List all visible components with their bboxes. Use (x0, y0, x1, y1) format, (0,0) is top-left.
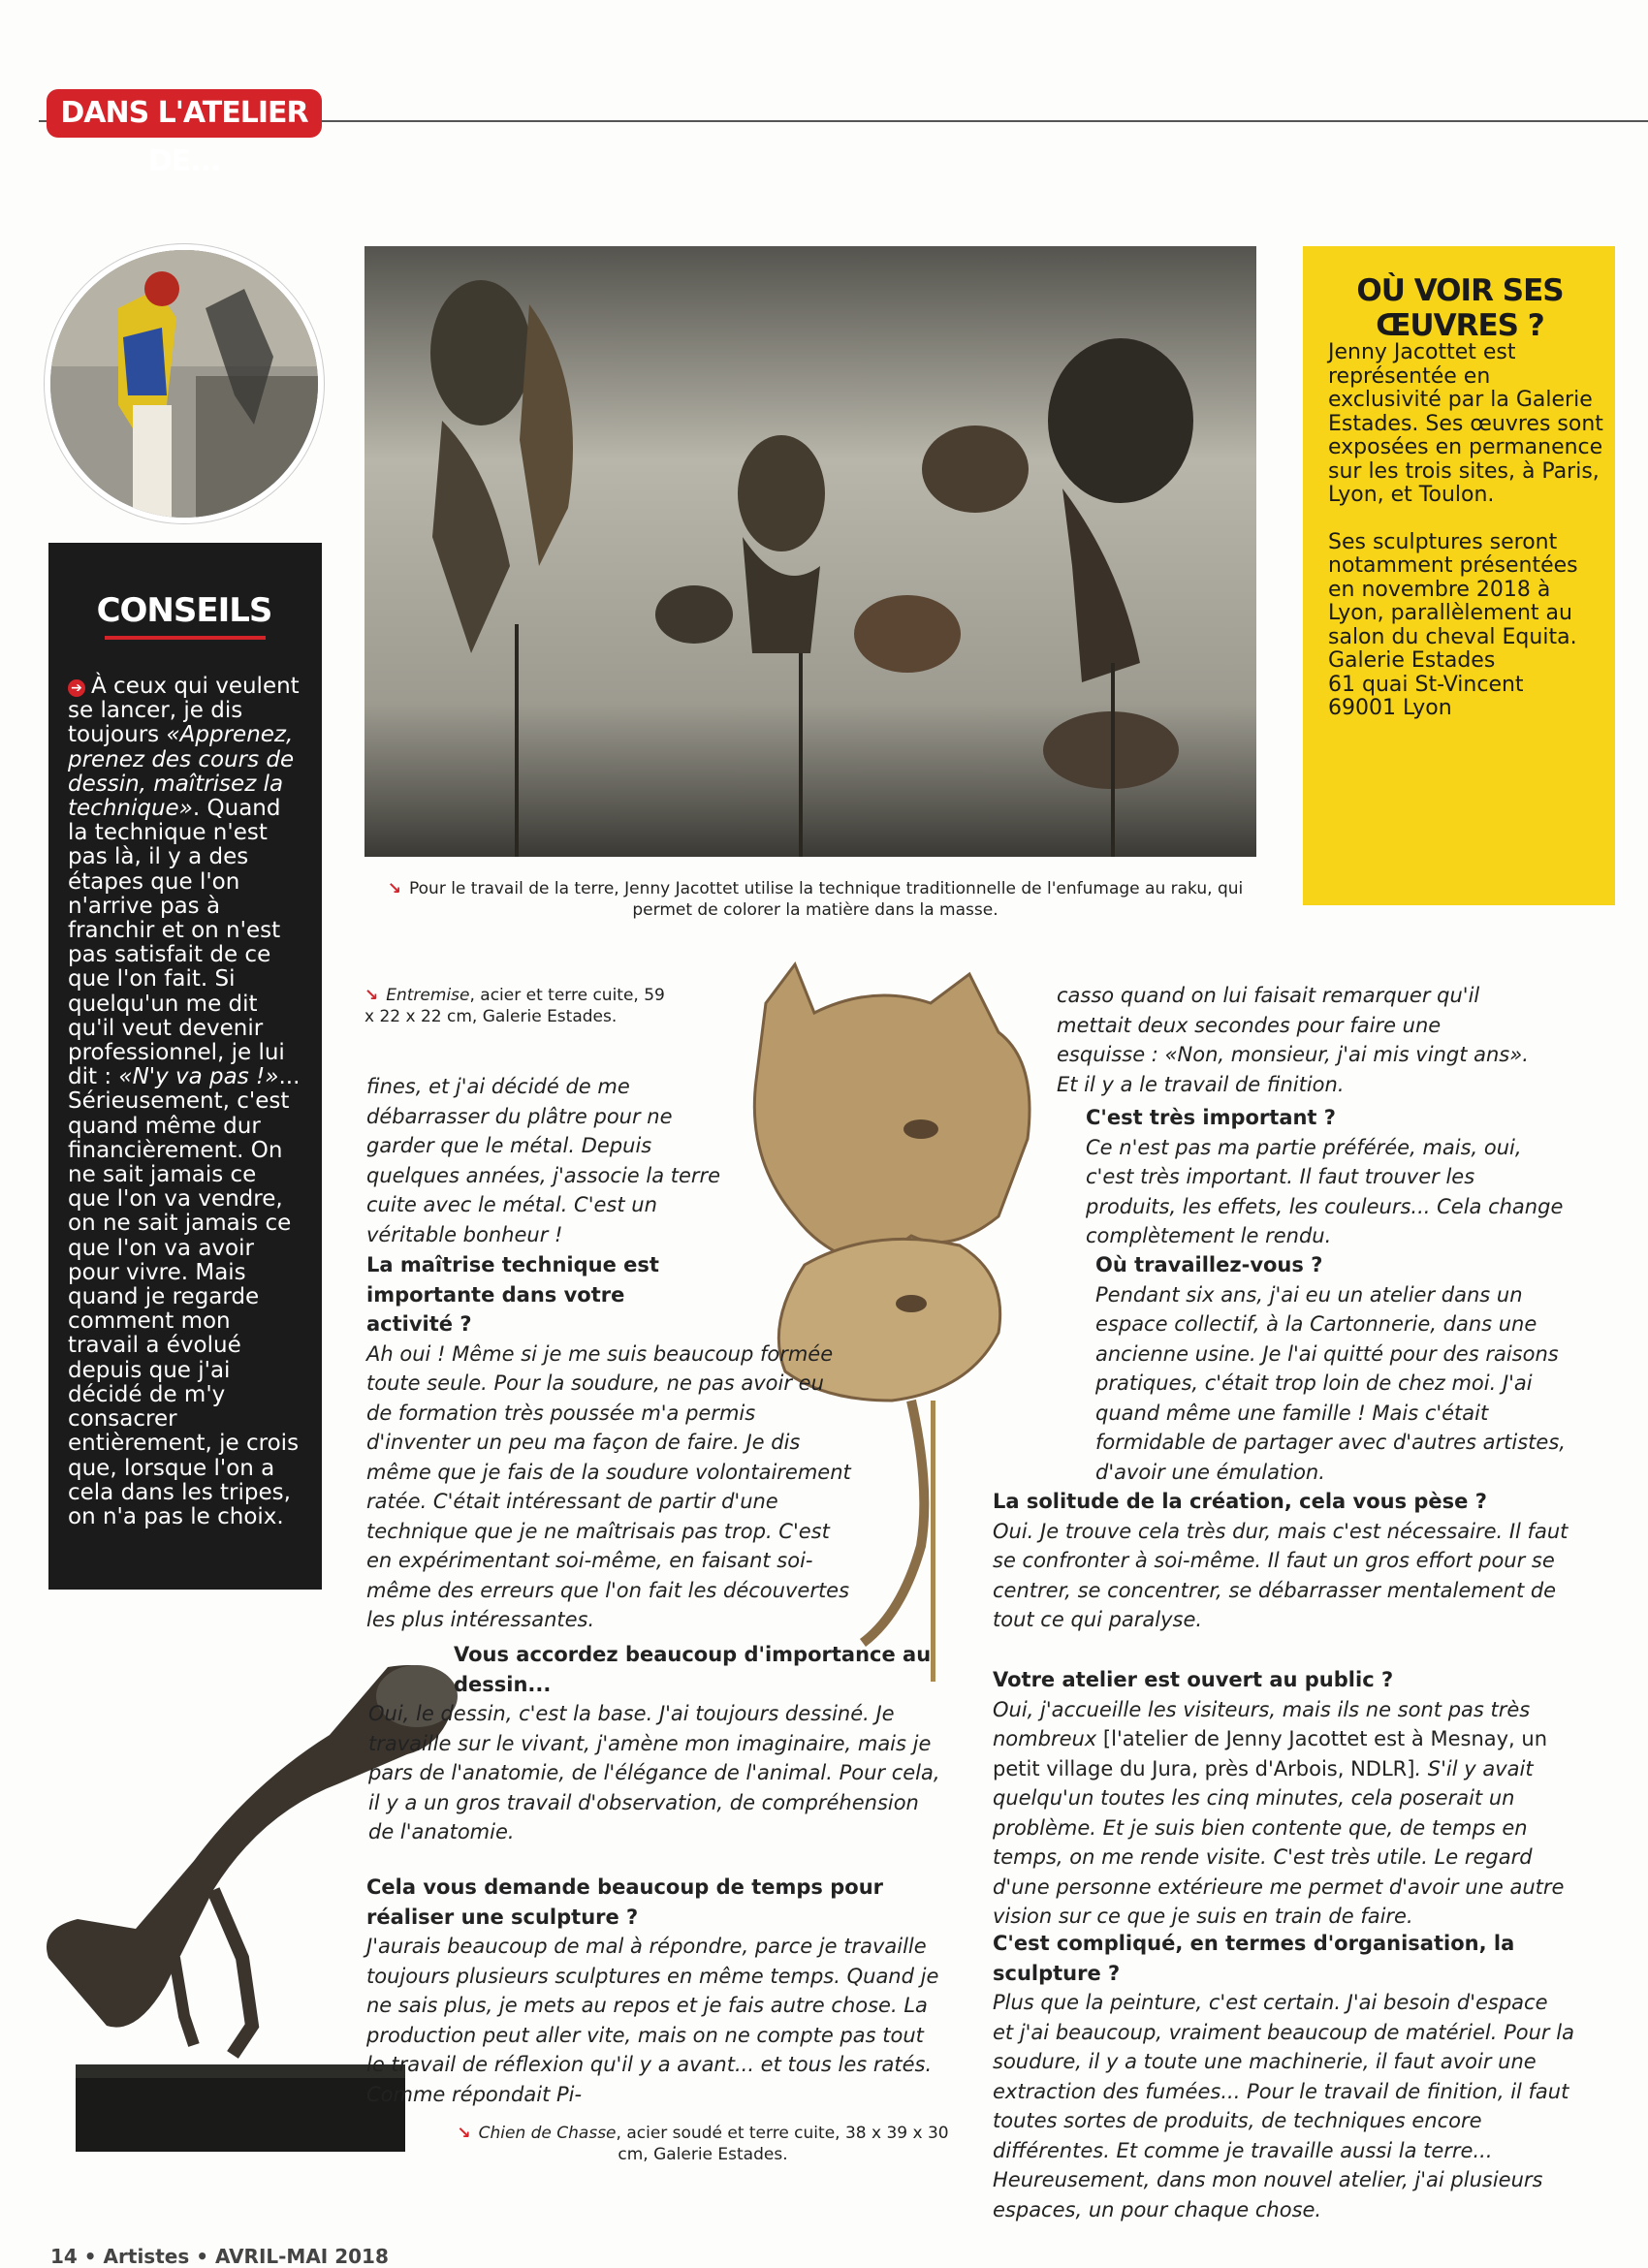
artist-welding-photo (45, 244, 324, 523)
answer-text: Ce n'est pas ma partie préférée, mais, oui, c'est très important. Il faut trouver les produits, les effets, les couleurs... Cela change complètement le rendu. (1086, 1135, 1564, 1247)
sidebar-body: ➔ À ceux qui veulent se lancer, je dis toujours «Apprenez, prenez des cours de dessin, maîtrisez la technique». Quand la technique n'est pas là, il y a des étapes que l'on n'arrive pas à franchir et on n'est pas satisfait de ce que l'on fait. Si quelqu'un me dit qu'il veut devenir professionnel, je lui dit : «N'y va pas !»... Sérieusement, c'est quand même dur financièrement. On ne sait jamais ce que l'on va vendre, on ne sait jamais ce que l'on va avoir pour vivre. Mais quand je regarde comment mon travail a évolué depuis que j'ai décidé de m'y consacrer entièrement, je crois que, lorsque l'on a cela dans les tripes, on n'a pas le choix. (68, 674, 301, 1529)
page-footer: 14 • Artistes • AVRIL-MAI 2018 (50, 2245, 389, 2268)
right-column-intro: casso quand on lui faisait remarquer qu'il mettait deux secondes pour faire une esquisse : «Non, monsieur, j'ai mis vingt ans». Et il y a le travail de finition. (1057, 984, 1529, 1096)
where-to-see-body: Jenny Jacottet est représentée en exclusivité par la Galerie Estades. Ses œuvres sont exposées en permanence sur les trois sites, à Paris, Lyon, et Toulon. Ses sculptures seront notamment présentées en novembre 2018 à Lyon, parallèlement au salon du cheval Equita. Galerie Estades 61 quai St-Vincent 69001 Lyon (1328, 340, 1603, 720)
caption-arrow-icon: ↘ (457, 2124, 471, 2143)
answer-text: J'aurais beaucoup de mal à répondre, parce je travaille toujours plusieurs sculptures en même temps. Quand je ne sais plus, je mets au repos et je fais autre chose. La production peut aller vite, mais on ne compte pas tout le travail de réflexion qu'il y a avant... et tous les ratés. Comme répondait Pi- (366, 1935, 939, 2106)
right-qa-4 (993, 1665, 1574, 1932)
dog-caption: ↘ Chien de Chasse, acier soudé et terre cuite, 38 x 39 x 30 cm, Galerie Estades. (457, 2124, 949, 2164)
caption-arrow-icon: ↘ (364, 986, 379, 1005)
answer-text: Oui, j'accueille les visiteurs, mais ils ne sont pas très nombreux [l'atelier de Jenny Jacottet est à Mesnay, un petit village du Jura, près d'Arbois, NDLR]. S'il y avait quelqu'un toutes les cinq minutes, cela poserait un problème. Et je suis bien contente que, de temps en temps, on me rende visite. C'est très utile. Le regard d'une personne extérieure me permet d'avoir une autre vision sur ce que je suis en train de faire. (993, 1697, 1565, 1928)
right-qa-2 (1095, 1250, 1570, 1487)
answer-text: Ah oui ! Même si je me suis beaucoup formée toute seule. Pour la soudure, ne pas avoir eu de formation très poussée m'a permis d'inventer un peu ma façon de faire. Je dis même que je fais de la soudure volontairement ratée. C'était intéressant de partir d'une technique que je ne maîtrisais pas trop. C'est en expérimentant soi-même, en faisant soi-même des erreurs que l'on fait les découvertes les plus intéressantes. (366, 1341, 851, 1631)
horses-caption: ↘ Entremise, acier et terre cuite, 59 x 22 x 22 cm, Galerie Estades. (364, 986, 665, 1026)
right-qa-5 (993, 1929, 1574, 2224)
answer-text: Oui. Je trouve cela très dur, mais c'est nécessaire. Il faut se confronter à soi-même. Il faut un gros effort pour se centrer, se concentrer, se débarrasser mentalement de tout ce qui paralyse. (993, 1519, 1569, 1631)
answer-text: Pendant six ans, j'ai eu un atelier dans un espace collectif, à la Cartonnerie, dans une ancienne usine. Je l'ai quitté pour des raisons pratiques, c'était trop loin de chez moi. J'ai quand même une famille ! Mais c'était formidable de partager avec d'autres artistes, d'avoir une émulation. (1095, 1282, 1566, 1484)
question-heading: La maîtrise technique est importante dans votre activité ? (366, 1253, 659, 1336)
question-heading: Vous accordez beaucoup d'importance au dessin... (454, 1643, 932, 1696)
section-rubric: DANS L'ATELIER DE... (47, 89, 322, 138)
left-qa-3 (366, 1873, 948, 2109)
question-heading: C'est très important ? (1086, 1106, 1336, 1129)
left-qa-2 (368, 1640, 950, 1847)
question-heading: C'est compliqué, en termes d'organisation, la sculpture ? (993, 1932, 1515, 1985)
left-column-intro: fines, et j'ai décidé de me débarrasser du plâtre pour ne garder que le métal. Depuis quelques années, j'associe la terre cuite avec le métal. C'est un véritable bonheur ! (366, 1075, 721, 1246)
question-heading: Votre atelier est ouvert au public ? (993, 1668, 1394, 1691)
sidebar-title: CONSEILS (96, 591, 272, 630)
where-to-see-title: OÙ VOIR SES ŒUVRES ? (1356, 273, 1564, 343)
answer-text: Oui, le dessin, c'est la base. J'ai toujours dessiné. Je travaille sur le vivant, j'amène mon imaginaire, mais je pars de l'anatomie, de l'élégance de l'animal. Pour cela, il y a un gros travail d'observation, de compréhension de l'anatomie. (368, 1702, 940, 1843)
answer-text: Plus que la peinture, c'est certain. J'ai besoin d'espace et j'ai beaucoup, vraiment beaucoup de matériel. Pour la soudure, il y a toute une machinerie, il faut avoir une extraction des fumées... Pour le travail de finition, il faut toutes sortes de produits, de techniques encore différentes. Et comme je travaille aussi la terre... Heureusement, dans mon nouvel atelier, j'ai plusieurs espaces, un pour chaque chose. (993, 1991, 1574, 2221)
question-heading: La solitude de la création, cela vous pèse ? (993, 1490, 1487, 1513)
sidebar-title-underline (105, 636, 266, 640)
caption-arrow-icon: ↘ (387, 879, 401, 898)
main-photo-caption: ↘ Pour le travail de la terre, Jenny Jacottet utilise la technique traditionnelle de l'enfumage au raku, qui permet de colorer la matière dans la masse. (387, 879, 1244, 920)
right-qa-1 (1086, 1103, 1570, 1251)
right-qa-3 (993, 1487, 1574, 1635)
left-qa-1 (366, 1250, 851, 1635)
question-heading: Où travaillez-vous ? (1095, 1253, 1323, 1276)
raku-sculptures-photo (364, 246, 1256, 857)
arrow-right-icon: ➔ (68, 679, 85, 697)
question-heading: Cela vous demande beaucoup de temps pour réaliser une sculpture ? (366, 1875, 883, 1929)
